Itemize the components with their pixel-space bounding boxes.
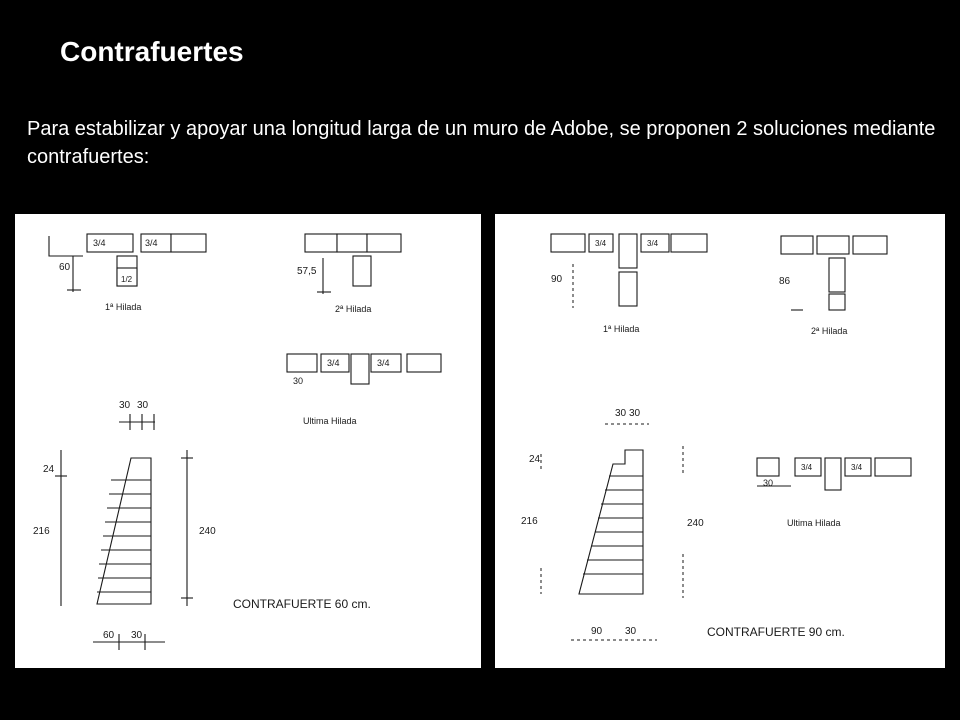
- elev-90-right-height: 240: [687, 518, 704, 529]
- elev-top-dim-2: 30: [137, 400, 149, 411]
- row1-mark-3: 1/2: [121, 275, 133, 284]
- elev-90-bottom-dim-2: 30: [625, 626, 637, 637]
- elev-bottom-dim-2: 30: [131, 630, 143, 641]
- row1-plan-90: [551, 234, 707, 334]
- elev-90-left-top-dim: 24: [529, 454, 541, 465]
- elev-left-top-dim: 24: [43, 464, 55, 475]
- buttress-90-drawing: [495, 214, 945, 668]
- elev-90-caption: CONTRAFUERTE 90 cm.: [707, 625, 845, 639]
- elev-left-height: 216: [33, 526, 50, 537]
- row2-90-dimension: 86: [779, 276, 791, 287]
- last-row-dimension: 30: [293, 376, 304, 386]
- elev-bottom-dim-1: 60: [103, 630, 115, 641]
- slide-title: Contrafuertes: [60, 36, 244, 67]
- elev-90-bottom-dim-1: 90: [591, 626, 603, 637]
- elev-right-height: 240: [199, 526, 216, 537]
- last-row-90-mark-2: 3/4: [851, 463, 863, 472]
- row2-plan: [297, 234, 401, 314]
- last-row-90-dimension: 30: [763, 478, 774, 488]
- elevation-60: [33, 400, 371, 650]
- last-row-plan-90: [757, 458, 911, 528]
- row1-label: 1ª Hilada: [105, 302, 142, 312]
- row2-label: 2ª Hilada: [335, 304, 372, 314]
- row1-90-label: 1ª Hilada: [603, 324, 640, 334]
- elev-90-top-dim-2: 30: [629, 408, 641, 419]
- last-row-mark-1: 3/4: [327, 358, 340, 368]
- row1-mark-1: 3/4: [93, 238, 106, 248]
- buttress-60-drawing: [15, 214, 481, 668]
- elev-caption: CONTRAFUERTE 60 cm.: [233, 597, 371, 611]
- row2-90-label: 2ª Hilada: [811, 326, 848, 336]
- right-drawing-panel: [495, 214, 945, 668]
- row1-90-mark-2: 3/4: [647, 239, 659, 248]
- slide-body-text: Para estabilizar y apoyar una longitud larga de un muro de Adobe, se proponen 2 soluciones mediante contrafuertes:: [27, 118, 936, 168]
- row1-90-dimension: 90: [551, 274, 563, 285]
- last-row-mark-2: 3/4: [377, 358, 390, 368]
- last-row-plan: [287, 354, 441, 426]
- row1-mark-2: 3/4: [145, 238, 158, 248]
- row1-plan: [49, 234, 206, 312]
- left-drawing-panel: [15, 214, 481, 668]
- row1-dimension: 60: [59, 262, 71, 273]
- elev-90-left-height: 216: [521, 516, 538, 527]
- row2-plan-90: [779, 236, 887, 336]
- last-row-90-label: Ultima Hilada: [787, 518, 841, 528]
- elev-top-dim-1: 30: [119, 400, 131, 411]
- last-row-90-mark-1: 3/4: [801, 463, 813, 472]
- elev-90-top-dim-1: 30: [615, 408, 627, 419]
- row2-dimension: 57,5: [297, 266, 317, 277]
- row1-90-mark-1: 3/4: [595, 239, 607, 248]
- last-row-label: Ultima Hilada: [303, 416, 357, 426]
